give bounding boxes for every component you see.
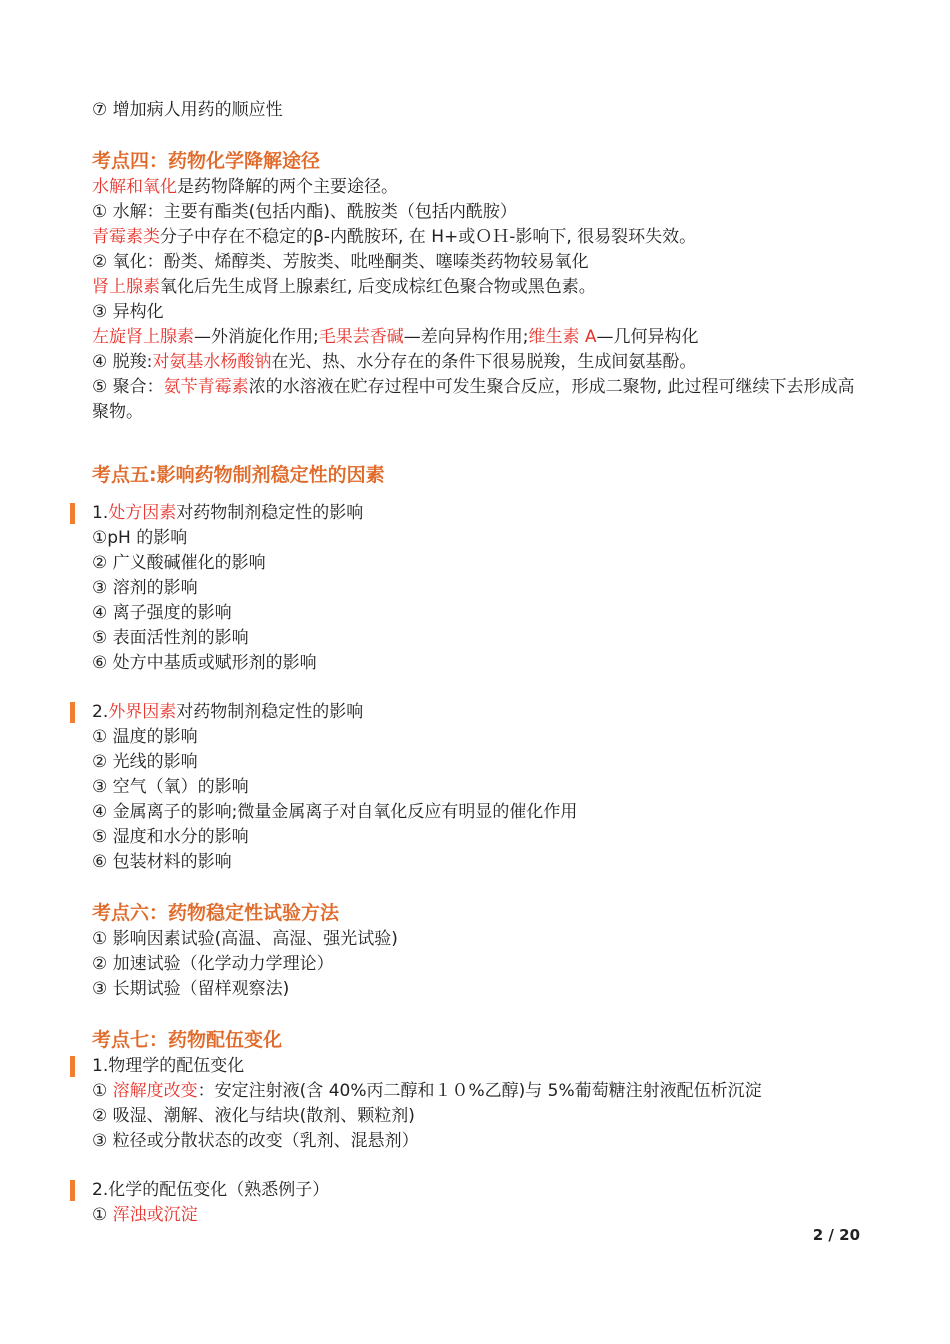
- list-item: ③ 长期试验（留样观察法): [92, 979, 290, 999]
- highlight-text: 浑浊或沉淀: [112, 1205, 198, 1225]
- text: ：安定注射液(含 40%丙二醇和１０%乙醇)与 5%葡萄糖注射液配伍析沉淀: [197, 1081, 762, 1101]
- paragraph: [92, 375, 862, 425]
- highlight-text: 维生素 A: [528, 327, 597, 347]
- text: —差向异构作用;: [403, 327, 529, 347]
- text: 对药物制剂稳定性的影响: [176, 503, 364, 523]
- paragraph: [92, 350, 862, 375]
- text: ④ 脱羧:: [92, 352, 153, 372]
- highlight-text: 左旋肾上腺素: [92, 327, 194, 347]
- text: ①: [92, 1081, 113, 1101]
- paragraph: [92, 275, 862, 300]
- list-item: ⑥ 处方中基质或赋形剂的影响: [92, 653, 317, 673]
- text: 2.化学的配伍变化（熟悉例子）: [92, 1180, 330, 1200]
- accent-bar: [70, 503, 75, 524]
- text: 1.: [92, 503, 109, 523]
- highlight-text: 外界因素: [108, 702, 177, 722]
- list-item: ⑤ 表面活性剂的影响: [92, 628, 249, 648]
- accent-bar: [70, 1056, 75, 1077]
- list-item: ①pH 的影响: [92, 528, 188, 548]
- page-number: 2 / 20: [812, 1226, 860, 1244]
- list-item: [92, 1079, 862, 1104]
- paragraph: [92, 225, 862, 250]
- list-item: ② 光线的影响: [92, 752, 198, 772]
- text: ⑤ 聚合：: [92, 377, 164, 397]
- accent-bar: [70, 1180, 75, 1201]
- list-item: ② 广义酸碱催化的影响: [92, 553, 266, 573]
- section-6-title: 考点六：药物稳定性试验方法: [92, 902, 340, 924]
- section-7-title: 考点七：药物配伍变化: [92, 1029, 283, 1051]
- highlight-text: 溶解度改变: [112, 1081, 198, 1101]
- text: 对药物制剂稳定性的影响: [176, 702, 364, 722]
- paragraph: ② 氧化：酚类、烯醇类、芳胺类、吡唑酮类、噻嗪类药物较易氧化: [92, 252, 589, 272]
- paragraph: ③ 异构化: [92, 302, 164, 322]
- text: 分子中存在不稳定的β-内酰胺环, 在 H+或ＯＨ-影响下, 很易裂环失效。: [160, 227, 697, 247]
- text: 是药物降解的两个主要途径。: [177, 177, 398, 197]
- list-item: ⑦ 增加病人用药的顺应性: [92, 100, 283, 120]
- list-item: ⑥ 包装材料的影响: [92, 852, 232, 872]
- accent-bar: [70, 702, 75, 723]
- text: 1.物理学的配伍变化: [92, 1056, 245, 1076]
- text: 氧化后先生成肾上腺素红, 后变成棕红色聚合物或黑色素。: [160, 277, 596, 297]
- list-item: ① 影响因素试验(高温、高湿、强光试验): [92, 929, 398, 949]
- document-body: [92, 98, 862, 1228]
- list-item: ③ 粒径或分散状态的改变（乳剂、混悬剂）: [92, 1131, 419, 1151]
- section-4-title: 考点四：药物化学降解途径: [92, 150, 321, 172]
- text: ①: [92, 1205, 113, 1225]
- subsection-heading: [92, 1054, 862, 1079]
- subsection-heading: [92, 700, 862, 725]
- paragraph: [92, 175, 862, 200]
- list-item: ③ 空气（氧）的影响: [92, 777, 249, 797]
- list-item: ② 加速试验（化学动力学理论）: [92, 954, 334, 974]
- text: 浓的水溶液在贮存过程中可发生聚合反应，形成二聚物, 此过程可继续下去形成高聚物。: [92, 377, 855, 422]
- text: 2.: [92, 702, 109, 722]
- list-item: ① 温度的影响: [92, 727, 198, 747]
- text: —外消旋化作用;: [194, 327, 319, 347]
- list-item: ④ 离子强度的影响: [92, 603, 232, 623]
- subsection-heading: [92, 1178, 862, 1203]
- highlight-text: 肾上腺素: [92, 277, 160, 297]
- highlight-text: 青霉素类: [92, 227, 160, 247]
- list-item: ④ 金属离子的影响;微量金属离子对自氧化反应有明显的催化作用: [92, 802, 578, 822]
- highlight-text: 水解和氧化: [92, 177, 177, 197]
- subsection-heading: [92, 501, 862, 526]
- list-item: ② 吸湿、潮解、液化与结块(散剂、颗粒剂): [92, 1106, 415, 1126]
- highlight-text: 对氨基水杨酸钠: [152, 352, 272, 372]
- text: 在光、热、水分存在的条件下很易脱羧，生成间氨基酚。: [271, 352, 697, 372]
- paragraph: ① 水解：主要有酯类(包括内酯)、酰胺类（包括内酰胺）: [92, 202, 517, 222]
- paragraph: [92, 325, 862, 350]
- section-5-title: 考点五:影响药物制剂稳定性的因素: [92, 464, 385, 486]
- list-item: ③ 溶剂的影响: [92, 578, 198, 598]
- highlight-text: 处方因素: [108, 503, 177, 523]
- list-item: ⑤ 湿度和水分的影响: [92, 827, 249, 847]
- highlight-text: 毛果芸香碱: [318, 327, 404, 347]
- list-item: [92, 1203, 862, 1228]
- highlight-text: 氨苄青霉素: [163, 377, 249, 397]
- text: —几何异构化: [596, 327, 699, 347]
